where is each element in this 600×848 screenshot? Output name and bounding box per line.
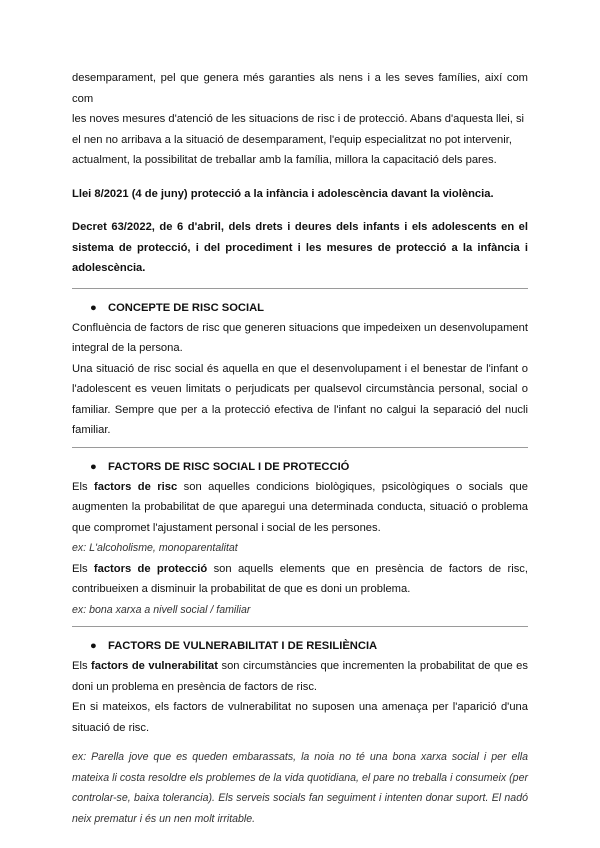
decree-reference: Decret 63/2022, de 6 d'abril, dels drets i deures dels infants i els adolescents en el sistema de protecció, i del procediment i les mesures de protecció a la infància i adolescència. — [72, 221, 528, 274]
section-title: FACTORS DE VULNERABILITAT I DE RESILIÈNCIA — [108, 640, 378, 652]
section-title: CONCEPTE DE RISC SOCIAL — [108, 301, 265, 314]
intro-line: actualment, la possibilitat de treballar amb la família, millora la capacitació dels pares. — [72, 154, 497, 166]
paragraph: Els factors de vulnerabilitat son circumstàncies que incrementen la probabilitat de que es doni un problema en presència de factors de risc. — [72, 660, 528, 693]
law-reference: Llei 8/2021 (4 de juny) protecció a la infància i adolescència davant la violència. — [72, 187, 494, 200]
bullet-icon: ● — [90, 460, 97, 473]
intro-line: desemparament, pel que genera més garanties als nens i a les seves famílies, així com com — [72, 72, 528, 105]
intro-line: les noves mesures d'atenció de les situacions de risc i de protecció. Abans d'aquesta llei, si — [72, 113, 525, 125]
paragraph: Confluència de factors de risc que generen situacions que impedeixen un desenvolupament integral de la persona. — [72, 321, 528, 354]
paragraph: Els factors de protecció son aquells elements que en presència de factors de risc, contribueixen a disminuir la probabilitat de que es doni un problema. — [72, 562, 528, 595]
paragraph: Una situació de risc social és aquella en que el desenvolupament i el benestar de l'infant o l'adolescent es veuen limitats o perjudicats per qualsevol circumstància personal, social o familiar. Sempre que per a la protecció efectiva de l'infant no calgui la separació del nucli familiar. — [72, 362, 528, 436]
paragraph: En si mateixos, els factors de vulnerabilitat no suposen una amenaça per l'aparició d'una situació de risc. — [72, 701, 528, 734]
bullet-icon: ● — [90, 640, 97, 652]
term-factors-vulnerabilitat: factors de vulnerabilitat — [91, 660, 218, 672]
example-text: ex: L'alcoholisme, monoparentalitat — [72, 542, 238, 554]
intro-line: el nen no arribava a la situació de desemparament, l'equip especialitzat no pot intervenir, — [72, 133, 512, 146]
document-page — [72, 68, 528, 829]
paragraph: Els factors de risc son aquelles condicions biològiques, psicològiques o socials que augmenten la probabilitat de que aparegui una determinada conducta, situació o problema que compromet l'ajustament personal i social de les persones. — [72, 480, 528, 534]
term-factors-risc: factors de risc — [94, 480, 178, 493]
term-factors-proteccio: factors de protecció — [93, 562, 208, 575]
section-heading-risc-social — [72, 298, 528, 318]
section-heading-factors-risc — [72, 457, 528, 477]
bullet-icon: ● — [90, 301, 97, 314]
section-heading-vulnerabilitat — [72, 636, 528, 656]
example-text: ex: Parella jove que es queden embarassats, la noia no té una bona xarxa social i per ella mateixa li costa resoldre els problemes de la vida quotidiana, el pare no treballa i consumeix (per controlar-se, baixa tolerancia). Els serveis socials fan seguiment i intenten donar suport. El nadó neix prematur i és un nen molt irritable. — [72, 751, 528, 825]
intro-paragraph — [72, 68, 528, 171]
section-title: FACTORS DE RISC SOCIAL I DE PROTECCIÓ — [108, 460, 350, 473]
example-text: ex: bona xarxa a nivell social / familiar — [72, 603, 251, 616]
